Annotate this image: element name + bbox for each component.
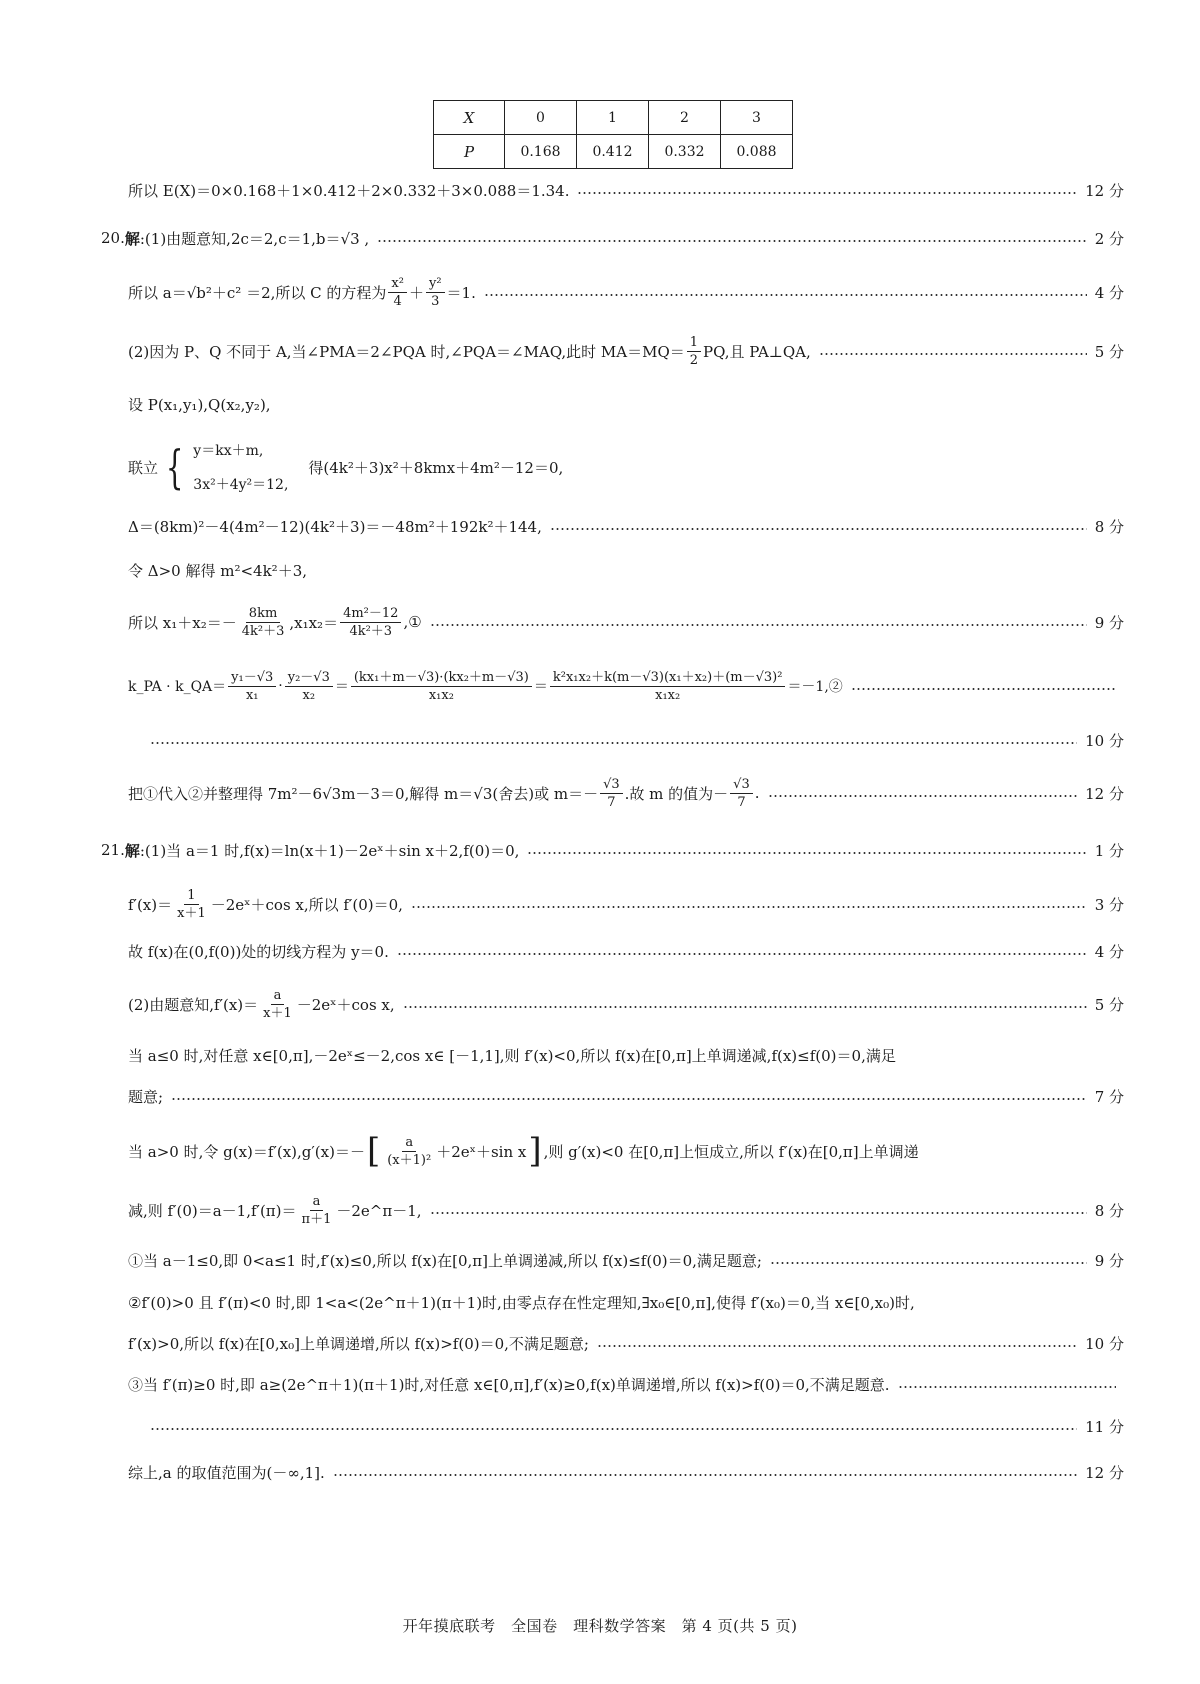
line-text: 故 f(x)在(0,f(0))处的切线方程为 y＝0. — [128, 942, 389, 961]
score-label: 8 分 — [1094, 517, 1124, 536]
leader-dots — [397, 953, 1087, 955]
numerator: y² — [426, 275, 445, 293]
solution-line — [128, 931, 1124, 971]
solution-line — [128, 437, 1124, 497]
solution-line — [128, 1035, 1124, 1075]
score-label: 4 分 — [1094, 942, 1124, 961]
line-text: 所以 E(X)＝0×0.168＋1×0.412＋2×0.332＋3×0.088＝1.34. — [128, 181, 570, 200]
leader-dots — [577, 192, 1077, 194]
line-text: ③当 f′(π)≥0 时,即 a≥(2e^π＋1)(π＋1)时,对任意 x∈[0,π],f′(x)≥0,f(x)单调递增,所以 f(x)>f(0)＝0,不满足题意. — [128, 1375, 890, 1394]
solution-line — [128, 506, 1124, 546]
solution-line — [150, 1406, 1124, 1446]
line-text — [128, 605, 422, 640]
leader-dots — [768, 795, 1078, 797]
line-text — [128, 275, 476, 310]
numerator: 8km — [246, 605, 280, 623]
table-row — [434, 101, 793, 135]
leader-dots — [819, 353, 1087, 355]
table-cell: 2 — [649, 101, 721, 135]
line-text: 令 Δ>0 解得 m²<4k²＋3, — [128, 561, 308, 580]
line-text: 题意; — [128, 1087, 164, 1106]
denominator: (x＋1)² — [387, 1152, 432, 1168]
leader-dots — [411, 906, 1087, 908]
text-segment: f′(x)＝ — [128, 895, 173, 914]
text-segment: ＋ — [408, 283, 424, 302]
solution-line — [128, 884, 1124, 924]
denominator: x₁ — [245, 687, 259, 703]
leader-dots — [898, 1386, 1116, 1388]
line-text — [128, 987, 395, 1022]
text-segment: ＝－1,② — [787, 679, 843, 695]
numerator: a — [310, 1193, 324, 1211]
line-text — [128, 1131, 919, 1171]
leader-dots — [527, 852, 1086, 854]
denominator: x＋1 — [177, 905, 206, 921]
numerator: y₁－√3 — [228, 669, 276, 687]
fraction — [299, 1193, 335, 1228]
distribution-table — [433, 100, 793, 169]
numerator: k²x₁x₂＋k(m－√3)(x₁＋x₂)＋(m－√3)² — [550, 669, 786, 687]
text-segment: ＝ — [533, 679, 548, 695]
denominator: 3 — [431, 293, 440, 309]
line-text — [128, 1193, 422, 1228]
equation-system — [158, 440, 288, 494]
question-number: 20. — [101, 229, 125, 247]
solution-line — [101, 218, 1124, 258]
solution-line — [128, 1452, 1124, 1492]
solution-line — [128, 602, 1124, 642]
solution-line — [128, 666, 1124, 706]
score-label: 4 分 — [1094, 283, 1124, 302]
line-text: Δ＝(8km)²－4(4m²－12)(4k²＋3)＝－48m²＋192k²＋144, — [128, 517, 542, 536]
fraction — [260, 987, 295, 1022]
solution-line — [101, 830, 1124, 870]
text-segment: 当 a>0 时,令 g(x)＝f′(x),g′(x)＝－ — [128, 1142, 365, 1161]
denominator: 2 — [689, 352, 699, 368]
bracket: [ — [366, 1131, 381, 1171]
denominator: x₂ — [302, 687, 316, 703]
line-text: 当 a≤0 时,对任意 x∈[0,π],－2eˣ≤－2,cos x∈ [－1,1],则 f′(x)<0,所以 f(x)在[0,π]上单调递减,f(x)≤f(0)＝0,满足 — [128, 1046, 896, 1065]
text-segment: PQ,且 PA⊥QA, — [703, 342, 811, 361]
score-label: 9 分 — [1094, 1251, 1124, 1270]
fraction — [351, 669, 532, 704]
text-segment: －2eˣ＋cos x, — [296, 995, 395, 1014]
numerator: a — [402, 1134, 416, 1152]
line-text — [128, 776, 760, 811]
line-text: ①当 a－1≤0,即 0<a≤1 时,f′(x)≤0,所以 f(x)在[0,π]上单调递减,所以 f(x)≤f(0)＝0,满足题意; — [128, 1251, 762, 1270]
denominator: x＋1 — [263, 1005, 292, 1021]
solution-line — [128, 1364, 1124, 1404]
fraction — [340, 605, 401, 640]
text-segment: ＝ — [334, 679, 349, 695]
text-segment: · — [278, 678, 283, 694]
page-footer: 开年摸底联考 全国卷 理科数学答案 第 4 页(共 5 页) — [402, 1617, 798, 1635]
table-cell: 0.332 — [649, 135, 721, 169]
line-text — [128, 440, 563, 494]
solution-line — [128, 773, 1124, 813]
leader-dots — [430, 1212, 1087, 1214]
solution-line — [128, 170, 1124, 210]
solution-line — [150, 720, 1124, 760]
score-label: 12 分 — [1085, 1463, 1124, 1482]
fraction — [426, 275, 445, 310]
numerator: x² — [388, 275, 407, 293]
solution-marker: 解 — [124, 841, 140, 860]
numerator: 1 — [184, 887, 198, 905]
denominator: 7 — [737, 794, 746, 810]
table-cell: 0 — [505, 101, 577, 135]
line-text — [101, 228, 369, 249]
line-text — [128, 334, 811, 369]
score-label: 11 分 — [1085, 1417, 1124, 1436]
fraction — [228, 669, 276, 704]
denominator: 4 — [393, 293, 402, 309]
score-label: 12 分 — [1085, 784, 1124, 803]
denominator: x₁x₂ — [655, 687, 681, 703]
line-body: :(1)由题意知,2c＝2,c＝1,b＝√3 , — [139, 229, 370, 248]
line-text: 设 P(x₁,y₁),Q(x₂,y₂), — [128, 395, 271, 414]
text-segment: ＝1. — [446, 283, 476, 302]
text-segment: ,① — [403, 613, 422, 631]
leader-dots — [150, 1428, 1077, 1430]
solution-line — [128, 550, 1124, 590]
solution-marker: 解 — [124, 229, 140, 248]
solution-line — [128, 384, 1124, 424]
numerator: √3 — [600, 776, 623, 794]
score-label: 5 分 — [1094, 342, 1124, 361]
text-segment: －2eˣ＋cos x,所以 f′(0)＝0, — [210, 895, 403, 914]
line-text — [128, 887, 403, 922]
text-segment: ＋2eˣ＋sin x — [436, 1142, 527, 1161]
line-text — [128, 669, 843, 704]
leader-dots — [430, 624, 1087, 626]
fraction — [730, 776, 753, 811]
brace: { — [165, 440, 184, 494]
solution-line — [128, 1240, 1124, 1280]
fraction — [388, 275, 407, 310]
numerator: (kx₁＋m－√3)·(kx₂＋m－√3) — [351, 669, 532, 687]
score-label: 5 分 — [1094, 995, 1124, 1014]
text-segment: . — [754, 784, 760, 802]
leader-dots — [333, 1474, 1077, 1476]
score-label: 8 分 — [1094, 1201, 1124, 1220]
leader-dots — [377, 240, 1087, 242]
numerator: 1 — [687, 334, 701, 352]
fraction — [550, 669, 786, 704]
denominator: 4k²＋3 — [349, 623, 393, 639]
fraction — [174, 887, 209, 922]
denominator: 4k²＋3 — [241, 623, 285, 639]
table-cell: 1 — [577, 101, 649, 135]
question-number: 21. — [101, 841, 125, 859]
line-body: :(1)当 a＝1 时,f(x)＝ln(x＋1)－2eˣ＋sin x＋2,f(0)＝0, — [139, 841, 520, 860]
table-cell: 0.168 — [505, 135, 577, 169]
table-cell: 3 — [721, 101, 793, 135]
text-segment: －2e^π－1, — [336, 1201, 422, 1220]
text-segment: .故 m 的值为－ — [624, 784, 729, 803]
leader-dots — [550, 528, 1087, 530]
numerator: √3 — [730, 776, 753, 794]
score-label: 10 分 — [1085, 731, 1124, 750]
solution-line — [128, 1126, 1124, 1176]
score-label: 2 分 — [1094, 229, 1124, 248]
text-segment: 把①代入②并整理得 7m²－6√3m－3＝0,解得 m＝√3(舍去)或 m＝－ — [128, 784, 599, 803]
fraction — [687, 334, 701, 369]
table-header-cell: P — [434, 135, 505, 169]
fraction — [285, 669, 333, 704]
leader-dots — [171, 1098, 1087, 1100]
text-segment: ,则 g′(x)<0 在[0,π]上恒成立,所以 f′(x)在[0,π]上单调递 — [543, 1142, 919, 1161]
numerator: 4m²－12 — [340, 605, 401, 623]
line-text: 综上,a 的取值范围为(－∞,1]. — [128, 1463, 325, 1482]
score-label: 3 分 — [1094, 895, 1124, 914]
leader-dots — [597, 1345, 1077, 1347]
text-segment: (2)因为 P、Q 不同于 A,当∠PMA＝2∠PQA 时,∠PQA＝∠MAQ,此时 MA＝MQ＝ — [128, 342, 685, 361]
leader-dots — [484, 294, 1087, 296]
text-segment: k_PA · k_QA＝ — [128, 679, 227, 695]
text-segment: (2)由题意知,f′(x)＝ — [128, 995, 259, 1014]
score-label: 10 分 — [1085, 1334, 1124, 1353]
text-segment: 所以 a＝√b²＋c² ＝2,所以 C 的方程为 — [128, 283, 387, 302]
text-segment: 减,则 f′(0)＝a－1,f′(π)＝ — [128, 1201, 297, 1220]
equation: 3x²＋4y²＝12, — [193, 477, 289, 493]
fraction — [384, 1134, 434, 1169]
table-cell: 0.412 — [577, 135, 649, 169]
score-label: 9 分 — [1094, 613, 1124, 632]
solution-line — [128, 1076, 1124, 1116]
text-segment: 得(4k²＋3)x²＋8kmx＋4m²－12＝0, — [308, 458, 564, 477]
solution-line — [128, 331, 1124, 371]
score-label: 1 分 — [1094, 841, 1124, 860]
leader-dots — [150, 742, 1077, 744]
line-text: f′(x)>0,所以 f(x)在[0,x₀]上单调递增,所以 f(x)>f(0)＝0,不满足题意; — [128, 1334, 589, 1353]
score-label: 7 分 — [1094, 1087, 1124, 1106]
text-segment: ,x₁x₂＝ — [289, 613, 339, 632]
numerator: a — [271, 987, 285, 1005]
line-text — [101, 840, 519, 861]
fraction — [239, 605, 288, 640]
solution-line — [128, 1190, 1124, 1230]
solution-line — [128, 1282, 1124, 1322]
leader-dots — [770, 1262, 1087, 1264]
table-row — [434, 135, 793, 169]
denominator: 7 — [607, 794, 616, 810]
score-label: 12 分 — [1085, 181, 1124, 200]
text-segment: 所以 x₁＋x₂＝－ — [128, 613, 237, 632]
fraction — [600, 776, 623, 811]
solution-line — [128, 1323, 1124, 1363]
solution-line — [128, 272, 1124, 312]
leader-dots — [403, 1006, 1087, 1008]
numerator: y₂－√3 — [285, 669, 333, 687]
equation: y＝kx＋m, — [193, 443, 264, 459]
table-header-cell: X — [434, 101, 505, 135]
text-segment: 联立 — [128, 458, 159, 477]
leader-dots — [851, 688, 1116, 690]
table-cell: 0.088 — [721, 135, 793, 169]
solution-line — [128, 984, 1124, 1024]
bracket: ] — [528, 1131, 542, 1171]
denominator: x₁x₂ — [428, 687, 454, 703]
denominator: π＋1 — [301, 1211, 332, 1227]
line-text: ②f′(0)>0 且 f′(π)<0 时,即 1<a<(2e^π＋1)(π＋1)时,由零点存在性定理知,∃x₀∈[0,π],使得 f′(x₀)＝0,当 x∈[0,x₀)时, — [128, 1293, 915, 1312]
